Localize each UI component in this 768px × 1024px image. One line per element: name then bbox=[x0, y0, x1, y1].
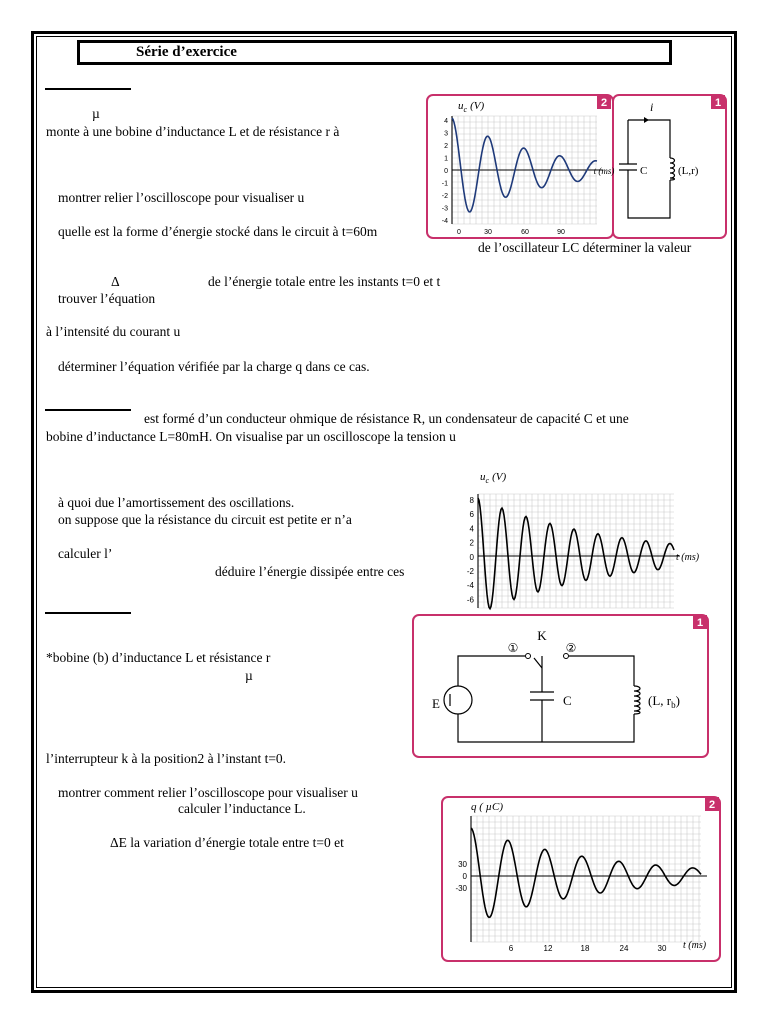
fig2-xlabel: t (ms) bbox=[676, 552, 700, 563]
ex1-question-2: quelle est la forme d’énergie stocké dans le circuit à t=60m bbox=[58, 224, 378, 239]
fig3-ylabel: q ( µC) bbox=[471, 801, 504, 813]
fig1-xtick-label: 0 bbox=[457, 229, 461, 236]
ex3-text-1: *bobine (b) d’inductance L et résistance r bbox=[46, 650, 271, 665]
fig2-ytick-label: -2 bbox=[466, 567, 474, 576]
ex1-question-4: trouver l’équation bbox=[58, 291, 156, 306]
ex3-question-3: ΔE la variation d’énergie totale entre t=0 et bbox=[110, 835, 344, 850]
ex2-question-3: calculer l’ bbox=[58, 546, 113, 561]
circuit2-contact-1 bbox=[526, 654, 531, 659]
ex2-text-1: est formé d’un conducteur ohmique de résistance R, un condensateur de capacité C et une bbox=[144, 411, 629, 426]
fig1-ytick-label: -3 bbox=[441, 205, 448, 213]
ex1-delta-symbol: Δ bbox=[111, 274, 120, 289]
fig1-ytick-label: 4 bbox=[444, 118, 448, 125]
fig1-xtick-label: 60 bbox=[521, 229, 529, 236]
page-title: Série d’exercice bbox=[136, 44, 237, 60]
fig1-xtick-label: 90 bbox=[557, 229, 565, 236]
ex1-question-5: déterminer l’équation vérifiée par la charge q dans ce cas. bbox=[58, 359, 370, 374]
circuit2-coil-label: (L, $r_b$) bbox=[648, 693, 680, 710]
exercise-2-heading-underline bbox=[45, 409, 131, 411]
circuit1-cap-label: C bbox=[640, 165, 648, 177]
fig1-xlabel: t (ms) bbox=[593, 166, 615, 176]
ex1-mu-symbol: µ bbox=[92, 106, 100, 121]
fig3-xtick-label: 12 bbox=[543, 944, 553, 953]
ex2-question-2: on suppose que la résistance du circuit est petite er n’a bbox=[58, 512, 352, 527]
fig3-xlabel: t (ms) bbox=[683, 940, 707, 951]
fig3-xtick-label: 30 bbox=[657, 944, 667, 953]
fig1-ytick-label: 3 bbox=[444, 130, 448, 138]
fig3-frame bbox=[442, 797, 720, 961]
circuit2-emf-label: E bbox=[432, 696, 440, 711]
ex1-text-1: monte à une bobine d’inductance L et de résistance r à bbox=[46, 124, 340, 139]
exercise-1-heading-underline bbox=[45, 88, 131, 90]
fig2-ytick-label: -6 bbox=[466, 595, 474, 605]
circuit2-pos2-label: ② bbox=[565, 641, 577, 655]
fig1-badge: 2 bbox=[600, 97, 608, 109]
fig2-ylabel: $u_c$ (V) bbox=[480, 471, 507, 485]
circuit2-pos1-label: ① bbox=[507, 641, 519, 655]
fig2-ytick-label: 0 bbox=[469, 552, 474, 562]
ex3-mu-symbol: µ bbox=[245, 668, 253, 683]
fig3-badge: 2 bbox=[708, 799, 716, 811]
fig1-ytick-label: -1 bbox=[441, 180, 448, 188]
fig1-ylabel: $u_c$ (V) bbox=[458, 100, 485, 114]
circuit2-switch-label: K bbox=[537, 628, 547, 643]
fig2-yticks bbox=[467, 496, 475, 604]
fig1-ytick-label: -2 bbox=[441, 193, 448, 200]
exercise-3-heading-underline bbox=[45, 612, 131, 614]
fig2-ytick-label: 6 bbox=[469, 510, 474, 520]
circuit2-badge: 1 bbox=[696, 617, 704, 629]
circuit2-cap-label: C bbox=[563, 693, 572, 708]
fig1-graph-frame bbox=[427, 95, 613, 238]
circuit1-badge: 1 bbox=[714, 97, 722, 109]
ex2-question-1: à quoi due l’amortissement des oscillations. bbox=[58, 495, 295, 510]
circuit1-coil-label: (L,r) bbox=[678, 165, 699, 177]
ex1-text-current: à l’intensité du courant u bbox=[46, 324, 181, 339]
fig2-ytick-label: 8 bbox=[469, 496, 474, 505]
ex3-question-2: calculer l’inductance L. bbox=[178, 801, 306, 816]
fig3-xtick-label: 6 bbox=[508, 944, 514, 953]
fig2-ytick-label: -4 bbox=[466, 581, 474, 591]
fig1-ytick-label: 2 bbox=[444, 143, 448, 150]
circuit1-current-label: i bbox=[650, 100, 654, 114]
fig1-ytick-label: 1 bbox=[444, 155, 448, 163]
ex1-question-1: montrer relier l’oscilloscope pour visualiser u bbox=[58, 190, 305, 205]
fig3-xtick-label: 18 bbox=[580, 944, 590, 953]
figure-4 bbox=[441, 796, 721, 962]
fig3-ytick-label: 0 bbox=[462, 872, 467, 881]
fig1-ytick-label: -4 bbox=[441, 218, 448, 225]
ex1-text-lc: de l’oscillateur LC déterminer la valeur bbox=[478, 240, 692, 255]
ex1-question-3: de l’énergie totale entre les instants t=0 et t bbox=[208, 274, 441, 289]
ex3-question-1: montrer comment relier l’oscilloscope pour visualiser u bbox=[58, 785, 358, 800]
fig3-xtick-label: 24 bbox=[619, 944, 629, 953]
ex2-text-2: bobine d’inductance L=80mH. On visualise par un oscilloscope la tension u bbox=[46, 429, 456, 444]
fig2-ytick-label: 4 bbox=[469, 524, 474, 534]
fig1-ytick-label: 0 bbox=[444, 168, 448, 175]
fig1-xtick-label: 30 bbox=[484, 229, 492, 236]
figure-3-circuit bbox=[412, 614, 709, 759]
ex2-question-4: déduire l’énergie dissipée entre ces bbox=[215, 564, 405, 579]
fig2-curve bbox=[478, 498, 674, 609]
fig3-ytick-label: -30 bbox=[455, 884, 467, 893]
ex3-text-2: l’interrupteur k à la position2 à l’instant t=0. bbox=[46, 751, 287, 766]
figure-1 bbox=[426, 94, 728, 240]
figure-2 bbox=[448, 466, 708, 612]
fig3-ytick-label: 30 bbox=[458, 860, 467, 869]
fig2-ytick-label: 2 bbox=[469, 538, 474, 548]
